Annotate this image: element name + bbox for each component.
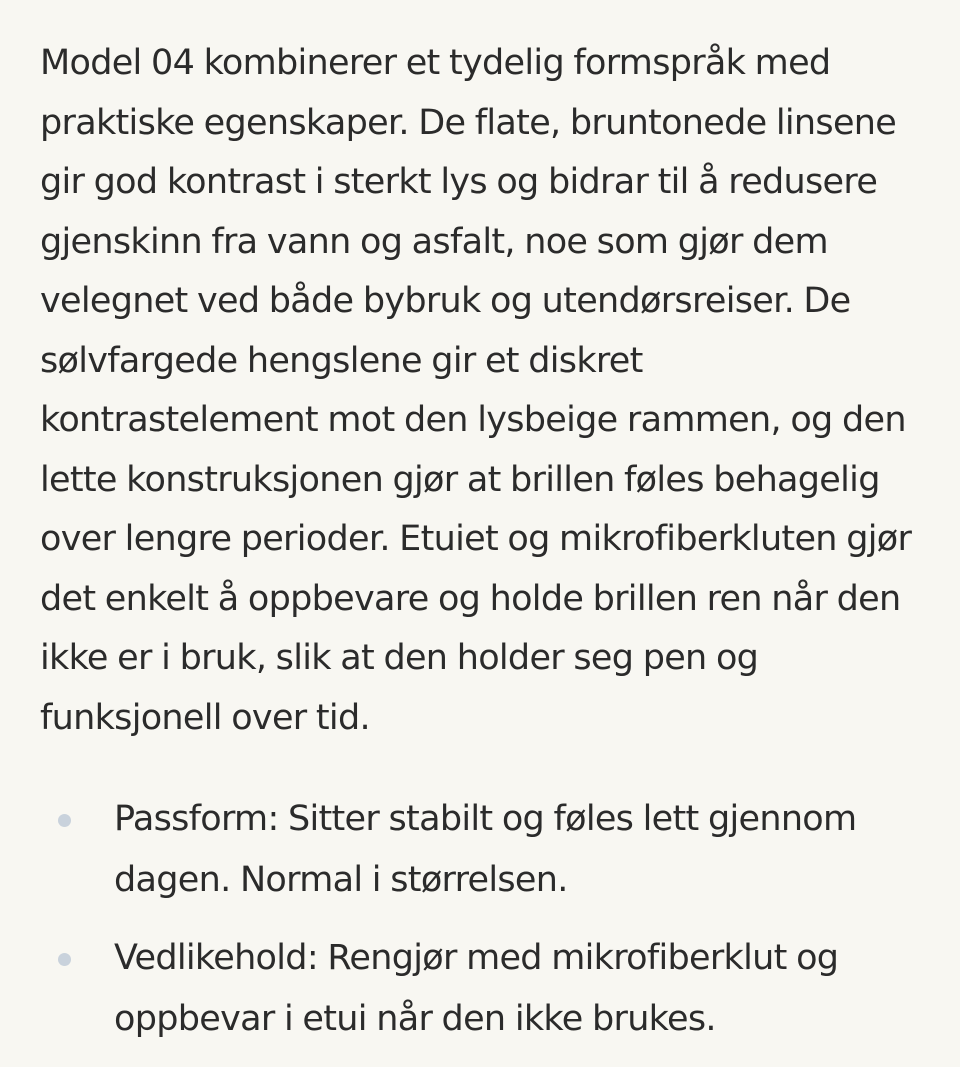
bullet-icon [58, 953, 71, 966]
feature-text: Vedlikehold: Rengjør med mikrofiberklut og oppbevar i etui når den ikke brukes. [114, 938, 839, 1039]
feature-item-fit [0, 789, 960, 911]
feature-list [0, 789, 960, 1067]
product-description: Model 04 kombinerer et tydelig formspråk med praktiske egenskaper. De flate, bruntonede linsene gir god kontrast i sterkt lys og bidrar til å redusere gjenskinn fra vann og asfalt, noe som gjør dem velegnet ved både bybruk og utendørsreiser. De sølvfargede hengslene gir et diskret kontrastelement mot den lysbeige rammen, og den lette konstruksjonen gjør at brillen føles behagelig over lengre perioder. Etuiet og mikrofiberkluten gjør det enkelt å oppbevare og holde brillen ren når den ikke er i bruk, slik at den holder seg pen og funksjonell over tid. [40, 43, 912, 738]
feature-item-maintenance [0, 928, 960, 1050]
bullet-icon [58, 814, 71, 827]
feature-text: Passform: Sitter stabilt og føles lett gjennom dagen. Normal i størrelsen. [114, 799, 857, 900]
